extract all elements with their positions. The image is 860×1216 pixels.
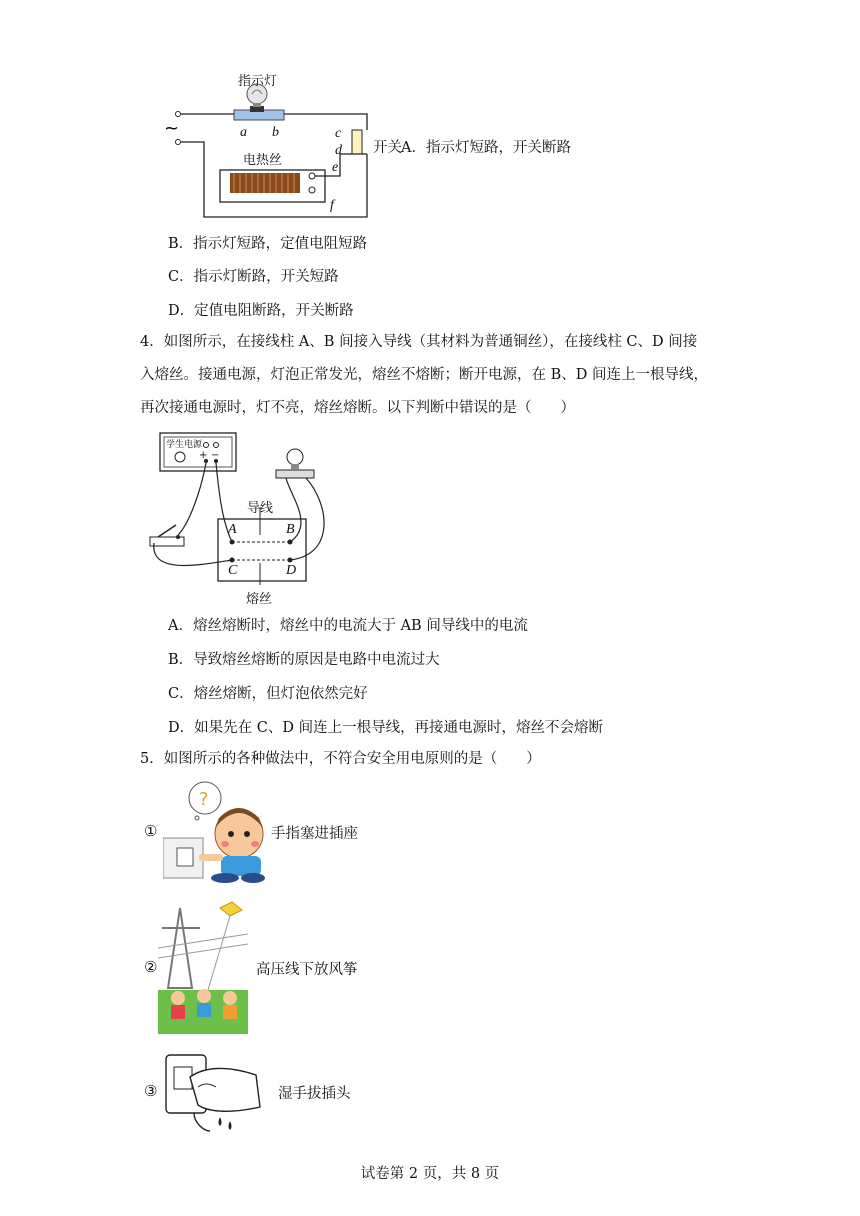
- terminal-d-label: D: [286, 563, 297, 578]
- terminal-c-label: C: [228, 563, 238, 578]
- wire-label: 导线: [247, 501, 274, 516]
- point-d-label: d: [335, 143, 342, 158]
- q4-option-b: B．导致熔丝熔断的原因是电路中电流过大: [168, 652, 440, 668]
- power-supply-label: 学生电源: [166, 440, 203, 450]
- point-b-label: b: [272, 125, 279, 140]
- q4-stem-line-1: 4．如图所示，在接线柱 A、B 间接入导线（其材料为普通铜丝），在接线柱 C、D 间接: [140, 334, 698, 350]
- q4-stem-line-3: 再次接通电源时，灯不亮，熔丝熔断。以下判断中错误的是（ ）: [140, 400, 575, 416]
- q3-option-d: D．定值电阻断路，开关断路: [168, 303, 354, 319]
- point-a-label: a: [240, 125, 247, 140]
- ac-terminal-top: [176, 112, 181, 117]
- plus-label: +: [199, 450, 208, 461]
- kite-under-power-line-illustration: [158, 898, 248, 1034]
- item-3-caption: 湿手拔插头: [278, 1086, 351, 1102]
- svg-text:?: ?: [199, 789, 209, 810]
- heater-label: 电热丝: [243, 153, 283, 168]
- q3-option-a: A．指示灯短路，开关断路: [401, 140, 571, 156]
- item-3-number: ③: [144, 1082, 158, 1100]
- lamp-label: 指示灯: [238, 74, 278, 89]
- q4-option-a: A．熔丝熔断时，熔丝中的电流大于 AB 间导线中的电流: [168, 618, 528, 634]
- ac-terminal-bottom: [176, 140, 181, 145]
- q4-option-c: C．熔丝熔断，但灯泡依然完好: [168, 686, 368, 702]
- item-2-number: ②: [144, 958, 158, 976]
- page-footer: 试卷第 2 页，共 8 页: [360, 1166, 500, 1182]
- ac-symbol: ~: [164, 118, 180, 139]
- q3-option-c: C．指示灯断路，开关短路: [168, 269, 339, 285]
- terminal-a-label: A: [228, 522, 237, 537]
- bulb-icon: [276, 449, 314, 478]
- item-1-caption: 手指塞进插座: [271, 826, 358, 842]
- item-1-number: ①: [144, 822, 158, 840]
- wet-hand-plug-illustration: [164, 1047, 264, 1135]
- fuse-label: 熔丝: [246, 592, 273, 607]
- point-c-label: c: [335, 126, 342, 141]
- q4-stem-line-2: 入熔丝。接通电源，灯泡正常发光，熔丝不熔断；断开电源，在 B、D 间连上一根导线，: [140, 367, 708, 383]
- terminal-b-label: B: [286, 522, 295, 537]
- switch-label: 开关: [373, 140, 402, 156]
- point-e-label: e: [332, 160, 339, 175]
- q5-stem: 5．如图所示的各种做法中，不符合安全用电原则的是（ ）: [140, 751, 541, 767]
- q4-circuit-diagram: [140, 425, 340, 610]
- switch-icon: [352, 130, 362, 154]
- child-finger-socket-illustration: [163, 778, 268, 884]
- q4-option-d: D．如果先在 C、D 间连上一根导线，再接通电源时，熔丝不会熔断: [168, 720, 604, 736]
- knife-switch-icon: [150, 525, 184, 546]
- item-2-caption: 高压线下放风筝: [256, 962, 358, 978]
- point-f-label: f: [330, 198, 334, 213]
- minus-label: −: [211, 450, 220, 461]
- q3-option-b: B．指示灯短路，定值电阻短路: [168, 236, 368, 252]
